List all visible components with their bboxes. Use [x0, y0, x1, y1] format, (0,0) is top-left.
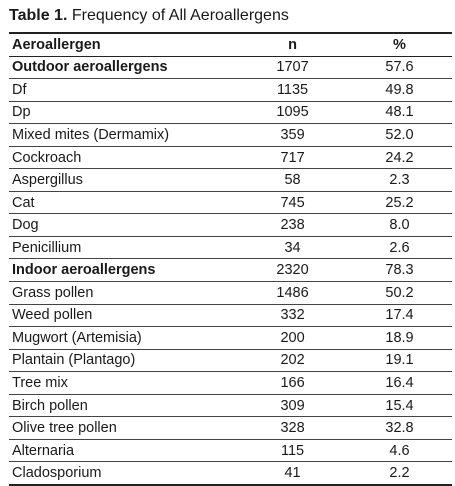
- cell-percent: 15.4: [385, 397, 414, 414]
- cell-aeroallergen: Olive tree pollen: [12, 420, 117, 437]
- table-header-row: [9, 33, 452, 56]
- cell-aeroallergen: Dog: [12, 217, 39, 234]
- cell-percent: 48.1: [385, 104, 414, 121]
- cell-percent: 50.2: [385, 284, 414, 301]
- cell-aeroallergen: Mugwort (Artemisia): [12, 329, 142, 346]
- cell-n: 41: [284, 465, 301, 482]
- cell-percent: 2.6: [389, 239, 410, 256]
- cell-aeroallergen: Cladosporium: [12, 465, 102, 482]
- cell-n: 309: [280, 397, 305, 414]
- cell-aeroallergen: Cat: [12, 194, 35, 211]
- cell-n: 1707: [276, 59, 309, 76]
- cell-aeroallergen: Grass pollen: [12, 284, 94, 301]
- table-row: [9, 394, 452, 417]
- cell-percent: 24.2: [385, 149, 414, 166]
- cell-aeroallergen: Indoor aeroallergens: [12, 262, 156, 279]
- cell-aeroallergen: Outdoor aeroallergens: [12, 59, 168, 76]
- cell-percent: 4.6: [389, 442, 410, 459]
- table-row: [9, 327, 452, 350]
- cell-percent: 52.0: [385, 126, 414, 143]
- table-row: [9, 372, 452, 395]
- cell-aeroallergen: Tree mix: [12, 374, 68, 391]
- table-row: [9, 236, 452, 259]
- cell-aeroallergen: Weed pollen: [12, 307, 93, 324]
- cell-n: 2320: [276, 262, 309, 279]
- table-caption: [9, 6, 289, 26]
- cell-percent: 25.2: [385, 194, 414, 211]
- cell-n: 238: [280, 217, 305, 234]
- cell-n: 328: [280, 420, 305, 437]
- cell-n: 200: [280, 329, 305, 346]
- table-row: [9, 146, 452, 169]
- table-row: [9, 191, 452, 214]
- cell-aeroallergen: Dp: [12, 104, 31, 121]
- column-header-n: n: [288, 36, 297, 53]
- cell-n: 332: [280, 307, 305, 324]
- cell-n: 115: [280, 442, 305, 459]
- cell-n: 745: [280, 194, 305, 211]
- table-row: [9, 282, 452, 305]
- cell-aeroallergen: Birch pollen: [12, 397, 88, 414]
- table-row: [9, 417, 452, 440]
- table-group-row: [9, 259, 452, 282]
- cell-percent: 57.6: [385, 59, 414, 76]
- table-row: [9, 101, 452, 124]
- cell-percent: 17.4: [385, 307, 414, 324]
- cell-n: 717: [280, 149, 305, 166]
- cell-percent: 18.9: [385, 329, 414, 346]
- table-row: [9, 214, 452, 237]
- cell-aeroallergen: Alternaria: [12, 442, 75, 459]
- cell-aeroallergen: Cockroach: [12, 149, 82, 166]
- table-row: [9, 349, 452, 372]
- table-row: [9, 169, 452, 192]
- cell-percent: 19.1: [385, 352, 414, 369]
- table-row: [9, 439, 452, 462]
- column-header-aeroallergen: Aeroallergen: [12, 36, 101, 53]
- cell-aeroallergen: Mixed mites (Dermamix): [12, 126, 170, 143]
- cell-percent: 78.3: [385, 262, 414, 279]
- cell-percent: 2.2: [389, 465, 410, 482]
- aeroallergen-frequency-table: [9, 32, 452, 486]
- cell-n: 359: [280, 126, 305, 143]
- cell-percent: 49.8: [385, 81, 414, 98]
- cell-percent: 8.0: [389, 217, 410, 234]
- cell-aeroallergen: Penicillium: [12, 239, 82, 256]
- cell-n: 1135: [276, 81, 309, 98]
- table-row: [9, 462, 452, 485]
- table-row: [9, 124, 452, 147]
- cell-n: 1095: [276, 104, 309, 121]
- cell-percent: 32.8: [385, 420, 414, 437]
- table-group-row: [9, 56, 452, 79]
- table-body: [9, 56, 452, 485]
- table-row: [9, 79, 452, 102]
- table-row: [9, 304, 452, 327]
- cell-percent: 2.3: [389, 172, 410, 189]
- cell-percent: 16.4: [385, 374, 414, 391]
- cell-n: 34: [284, 239, 301, 256]
- table-caption-text: Frequency of All Aeroallergens: [67, 7, 289, 24]
- cell-aeroallergen: Aspergillus: [12, 172, 83, 189]
- cell-n: 202: [280, 352, 305, 369]
- cell-n: 58: [284, 172, 301, 189]
- cell-aeroallergen: Plantain (Plantago): [12, 352, 136, 369]
- cell-n: 1486: [276, 284, 309, 301]
- cell-aeroallergen: Df: [12, 81, 27, 98]
- column-header-percent: %: [393, 36, 406, 53]
- table-caption-label: Table 1.: [9, 7, 68, 24]
- cell-n: 166: [280, 374, 305, 391]
